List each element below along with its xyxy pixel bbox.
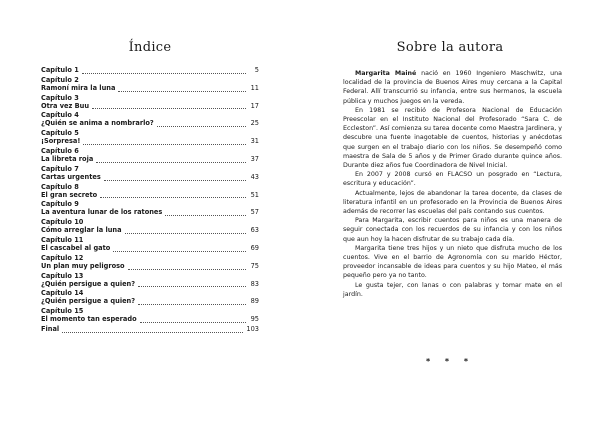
toc-entry-title: Un plan muy peligroso bbox=[41, 261, 125, 270]
toc-chapter-label: Capítulo 4 bbox=[41, 111, 79, 120]
toc-entry[interactable] bbox=[41, 325, 259, 335]
toc-page-number: 95 bbox=[250, 315, 259, 324]
toc-leader-dots bbox=[100, 196, 246, 198]
toc-chapter-label: Capítulo 14 bbox=[41, 289, 84, 298]
toc-entry-title: Ramoní mira la luna bbox=[41, 83, 116, 92]
toc-leader-dots bbox=[138, 303, 246, 305]
toc-leader-dots bbox=[82, 72, 246, 74]
toc-entry[interactable] bbox=[41, 66, 259, 76]
toc-leader-dots bbox=[113, 250, 246, 252]
toc-entry[interactable] bbox=[41, 84, 259, 94]
toc-leader-dots bbox=[125, 232, 246, 234]
toc-leader-dots bbox=[96, 161, 246, 163]
toc-entry-title: La libreta roja bbox=[41, 154, 94, 163]
toc-heading: Índice bbox=[128, 40, 172, 55]
toc-chapter-label: Capítulo 13 bbox=[41, 271, 84, 280]
toc-entry[interactable] bbox=[41, 155, 259, 165]
toc-entry[interactable] bbox=[41, 102, 259, 112]
author-name: Margarita Mainé bbox=[355, 70, 417, 77]
toc-page-number: 17 bbox=[250, 101, 259, 110]
toc-page-number: 83 bbox=[250, 279, 259, 288]
toc-page-number: 63 bbox=[250, 226, 259, 235]
about-paragraph-2: En 1981 se recibió de Profesora Nacional de Educación Preescolar en el Instituto Nacional del Profesorado “Sara C. de Eccleston”. Así comienza su tarea docente como Maestra Jardinera, y descubre una fuente inagotable de cuentos, historias y anécdotas que surgen en el trabajo diario con los niños. Se desempeñó como maestra de Sala de 5 años y de Primer Grado durante quince años. Durante diez años fue Coordinadora de Nivel Inicial. bbox=[343, 106, 562, 170]
about-paragraph-1: Margarita Mainé nació en 1960 Ingeniero Maschwitz, una localidad de la provincia de Buenos Aires muy cercana a la Capital Federal. Allí transcurrió su infancia, entre sus hermanos, la escuela pública y muchos juegos en la vereda. bbox=[343, 70, 562, 105]
about-paragraph-4: Actualmente, lejos de abandonar la tarea docente, da clases de literatura infantil en un profesorado en la Provincia de Buenos Aires además de recorrer las escuelas del país contando sus cuentos. bbox=[343, 189, 562, 216]
toc-leader-dots bbox=[138, 285, 246, 287]
toc-chapter-label: Capítulo 12 bbox=[41, 253, 84, 262]
about-paragraph-6: Margarita tiene tres hijos y un nieto que disfruta mucho de los cuentos. Vive en el barrio de Agronomía con su marido Héctor, proveedor incansable de ideas para cuentos y su hijo Mateo, el más pequeño pero ya no tanto. bbox=[343, 244, 562, 280]
toc-page-number: 31 bbox=[250, 137, 259, 146]
toc-page-number: 75 bbox=[250, 261, 259, 270]
toc-leader-dots bbox=[62, 331, 243, 333]
toc-page-number: 11 bbox=[250, 83, 259, 92]
toc-entry-title: El momento tan esperado bbox=[41, 315, 137, 324]
toc-entry-title: Cómo arreglar la luna bbox=[41, 226, 122, 235]
toc-page-number: 43 bbox=[250, 172, 259, 181]
about-text bbox=[343, 69, 562, 299]
toc-entry[interactable] bbox=[41, 315, 259, 325]
toc-leader-dots bbox=[128, 268, 246, 270]
toc-leader-dots bbox=[140, 321, 246, 323]
toc-leader-dots bbox=[157, 125, 246, 127]
toc-entry-title: Cartas urgentes bbox=[41, 172, 101, 181]
toc-chapter-label: Capítulo 8 bbox=[41, 182, 79, 191]
toc-entry-title: La aventura lunar de los ratones bbox=[41, 208, 163, 217]
toc-page-number: 57 bbox=[250, 208, 259, 217]
toc-entry-title: ¿Quién persigue a quien? bbox=[41, 297, 136, 306]
toc-page-number: 103 bbox=[246, 324, 259, 333]
toc-leader-dots bbox=[165, 214, 246, 216]
toc-page-number: 25 bbox=[250, 119, 259, 128]
toc-entry-title: Otra vez Buu bbox=[41, 101, 90, 110]
toc-chapter-label: Capítulo 6 bbox=[41, 146, 79, 155]
toc-entry-title: ¿Quién persigue a quien? bbox=[41, 279, 136, 288]
toc-chapter-label: Capítulo 11 bbox=[41, 235, 84, 244]
toc-chapter-label: Capítulo 5 bbox=[41, 129, 79, 138]
toc-page-number: 51 bbox=[250, 190, 259, 199]
toc-entry-title: ¡Sorpresa! bbox=[41, 137, 81, 146]
toc-entry-title: Final bbox=[41, 324, 60, 333]
about-page bbox=[300, 0, 600, 428]
toc-entry-title: ¿Quién se anima a nombrarlo? bbox=[41, 119, 154, 128]
toc-entry-title: Capítulo 1 bbox=[41, 66, 79, 74]
toc-entry[interactable] bbox=[41, 280, 259, 290]
toc-chapter-label: Capítulo 7 bbox=[41, 164, 79, 173]
toc-entry-title: El cascabel al gato bbox=[41, 243, 111, 252]
toc-chapter-label: Capítulo 15 bbox=[41, 307, 84, 316]
toc-entry[interactable] bbox=[41, 137, 259, 147]
toc-leader-dots bbox=[92, 107, 246, 109]
toc-page-number: 69 bbox=[250, 243, 259, 252]
toc-entry[interactable] bbox=[41, 173, 259, 183]
toc-leader-dots bbox=[104, 179, 246, 181]
toc-entry[interactable] bbox=[41, 119, 259, 129]
toc-entry[interactable] bbox=[41, 226, 259, 236]
toc-entry[interactable] bbox=[41, 297, 259, 307]
toc-page-number: 5 bbox=[254, 66, 259, 74]
about-heading: Sobre la autora bbox=[396, 40, 504, 55]
toc-chapter-label: Capítulo 3 bbox=[41, 93, 79, 102]
toc-entry[interactable] bbox=[41, 262, 259, 272]
toc-entry[interactable] bbox=[41, 208, 259, 218]
toc-chapter-label: Capítulo 9 bbox=[41, 200, 79, 209]
toc-page-number: 89 bbox=[250, 297, 259, 306]
toc-chapter-label: Capítulo 10 bbox=[41, 218, 84, 227]
toc-entry[interactable] bbox=[41, 191, 259, 201]
toc-page-number: 37 bbox=[250, 154, 259, 163]
toc-entry[interactable] bbox=[41, 244, 259, 254]
toc-leader-dots bbox=[83, 143, 246, 145]
toc-list bbox=[41, 66, 259, 335]
toc-entry-title: El gran secreto bbox=[41, 190, 98, 199]
toc-chapter-label: Capítulo 2 bbox=[41, 75, 79, 84]
about-paragraph-7: Le gusta tejer, con lanas o con palabras y tomar mate en el jardín. bbox=[343, 281, 562, 298]
section-stars: * * * bbox=[425, 357, 475, 366]
about-paragraph-5: Para Margarita, escribir cuentos para niños es una manera de seguir conectada con los recuerdos de su infancia y con los niños que aun hoy la hacen disfrutar de su trabajo cada día. bbox=[343, 217, 562, 243]
toc-leader-dots bbox=[118, 90, 246, 92]
about-paragraph-3: En 2007 y 2008 cursó en FLACSO un posgrado en “Lectura, escritura y educación”. bbox=[343, 171, 562, 188]
